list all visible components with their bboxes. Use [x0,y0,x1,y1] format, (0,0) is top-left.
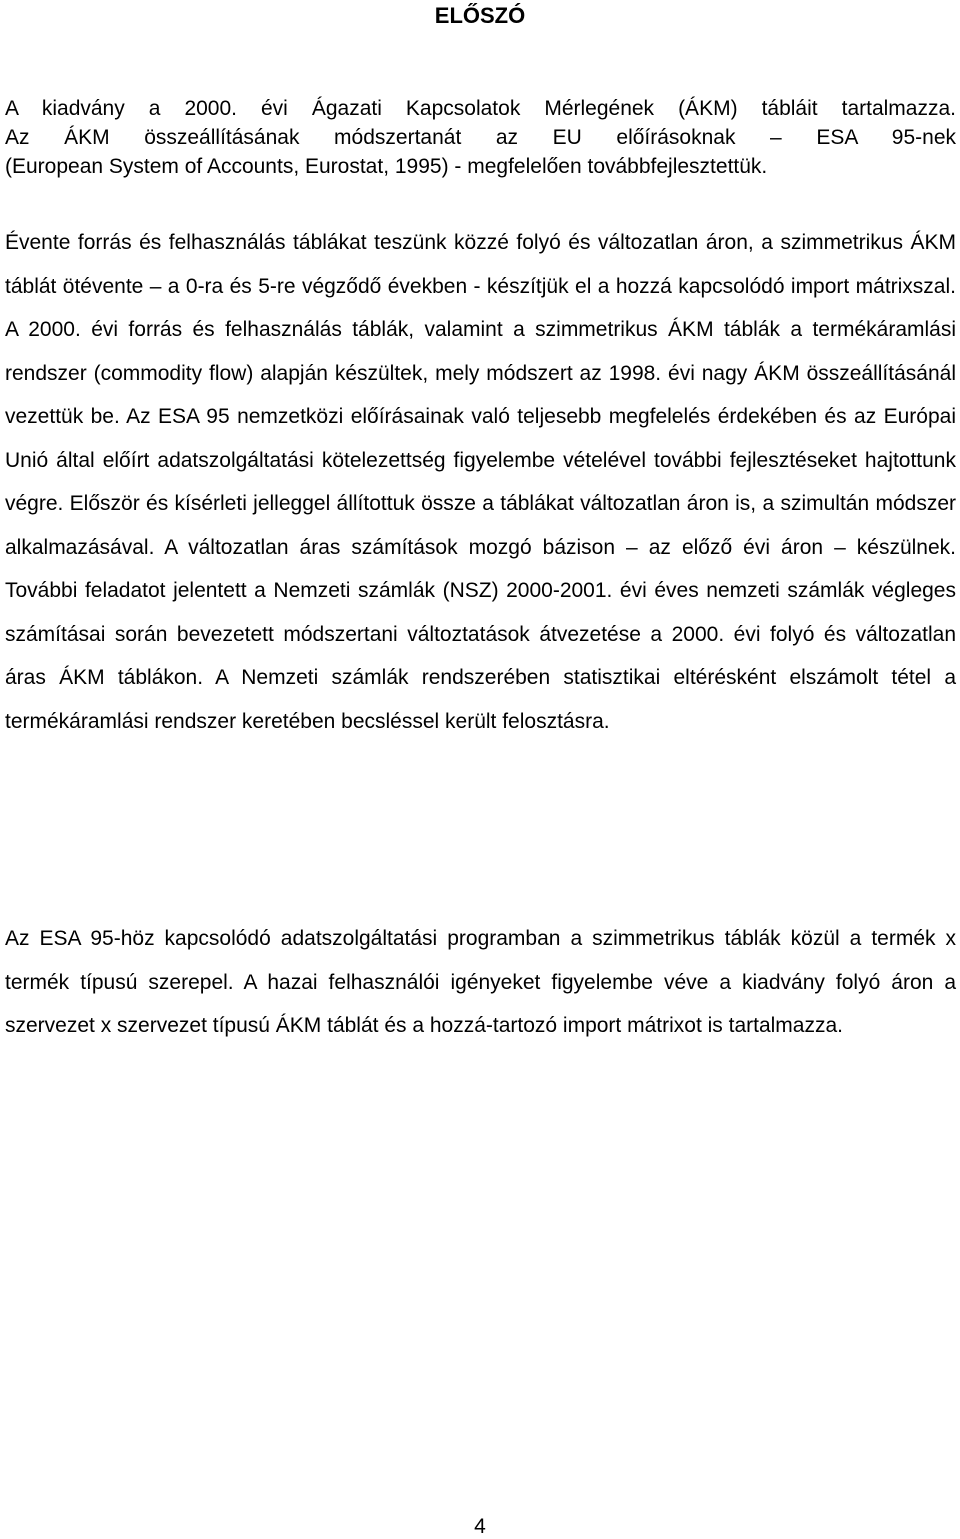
paragraph-line: A kiadvány a 2000. évi Ágazati Kapcsolatok Mérlegének (ÁKM) tábláit tartalmazza. [5,97,956,120]
paragraph-line: Az ÁKM összeállításának módszertanát az EU előírásoknak ‒ ESA 95-nek [5,126,956,149]
paragraph-intro [5,94,956,181]
page-title: ELŐSZÓ [434,3,526,28]
page-number: 4 [474,1515,486,1538]
paragraph-line: (European System of Accounts, Eurostat, 1995) - megfelelően továbbfejlesztettük. [5,155,768,178]
paragraph-methodology: Évente forrás és felhasználás táblákat teszünk közzé folyó és változatlan áron, a szimmetrikus ÁKM táblát ötévente ‒ a 0-ra és 5-re végződő években - készítjük el a hozzá kapcsolódó import mátrixszal. A 2000. évi forrás és felhasználás táblák, valamint a szimmetrikus ÁKM táblák a termékáramlási rendszer (commodity flow) alapján készültek, mely módszert az 1998. évi nagy ÁKM összeállításánál vezettük be. Az ESA 95 nemzetközi előírásainak való teljesebb megfelelés érdekében és az Európai Unió által előírt adatszolgáltatási kötelezettség figyelembe vételével további fejlesztéseket hajtottunk végre. Először és kísérleti jelleggel állítottuk össze a táblákat változatlan áron is, a szimultán módszer alkalmazásával. A változatlan áras számítások mozgó bázison ‒ az előző évi áron ‒ készülnek. További feladatot jelentett a Nemzeti számlák (NSZ) 2000-2001. évi éves nemzeti számlák végleges számításai során bevezetett módszertani változtatások átvezetése a 2000. évi folyó és változatlan áras ÁKM táblákon. A Nemzeti számlák rendszerében statisztikai eltérésként elszámolt tétel a termékáramlási rendszer keretében becsléssel került felosztásra. [5,231,956,733]
paragraph-data-program: Az ESA 95-höz kapcsolódó adatszolgáltatási programban a szimmetrikus táblák közül a termék x termék típusú szerepel. A hazai felhasználói igényeket figyelembe véve a kiadvány folyó áron a szervezet x szervezet típusú ÁKM táblát és a hozzá-tartozó import mátrixot is tartalmazza. [5,927,956,1037]
